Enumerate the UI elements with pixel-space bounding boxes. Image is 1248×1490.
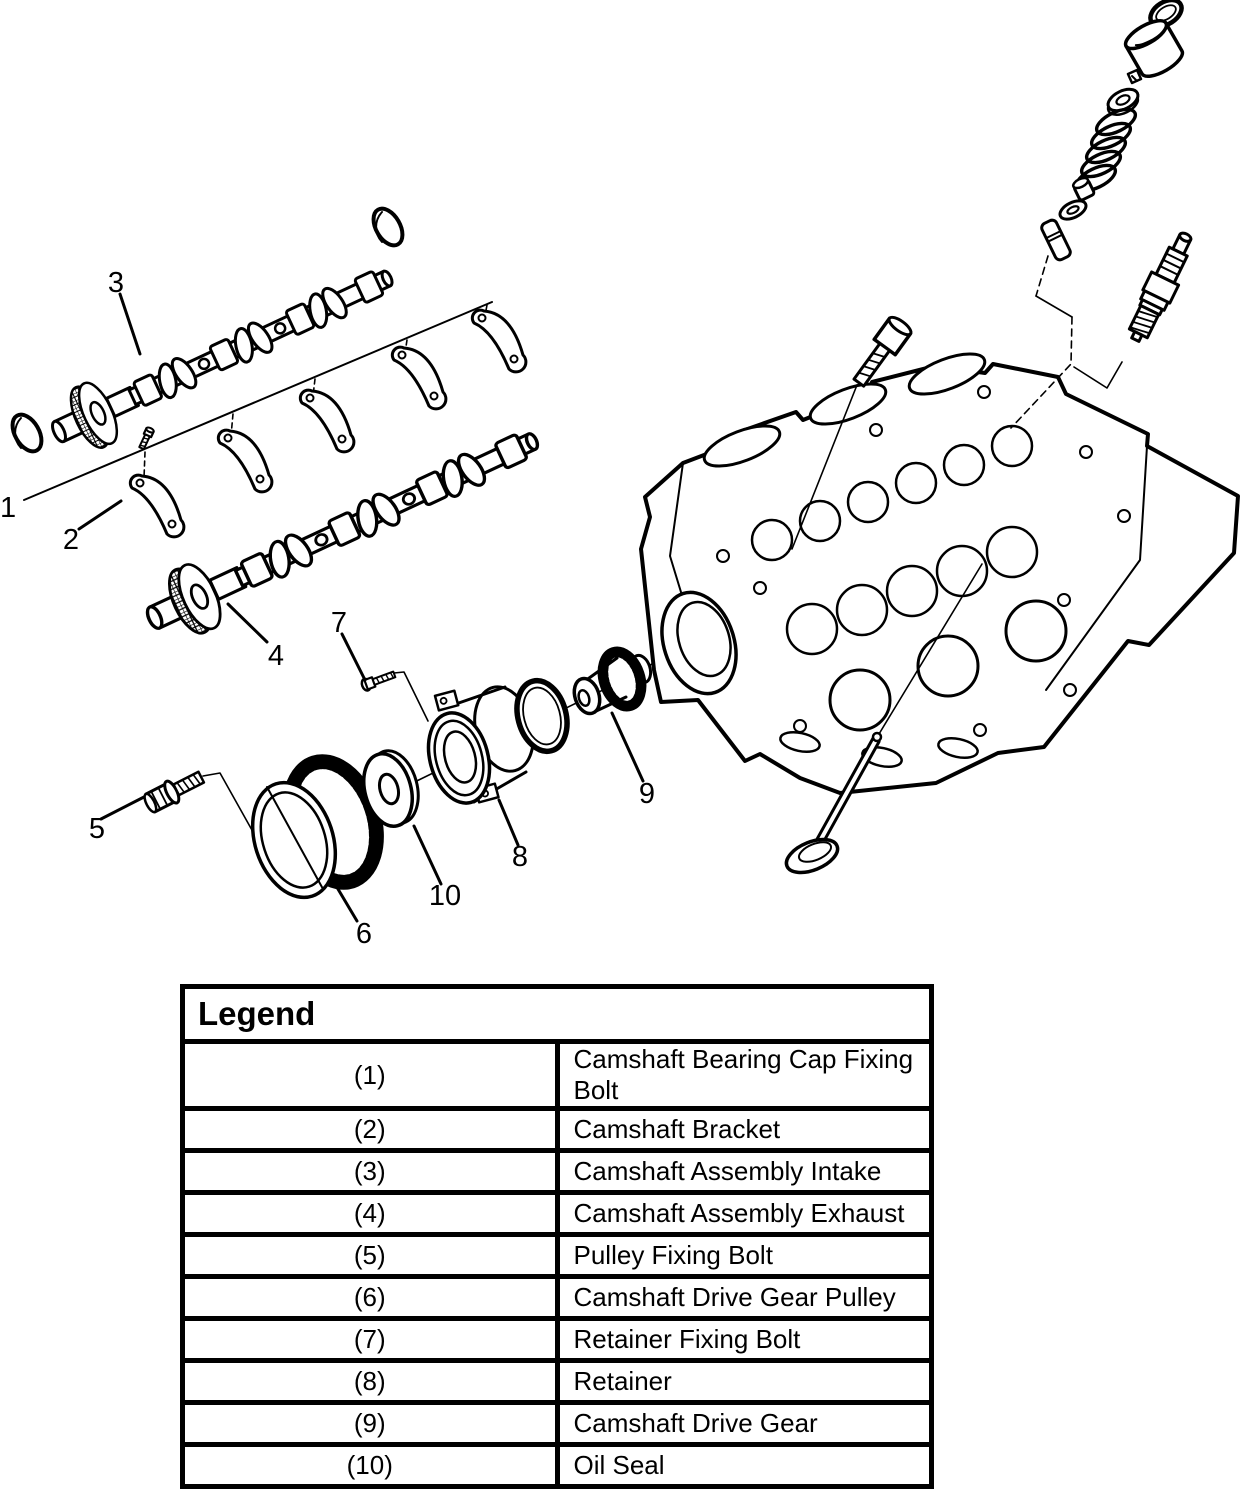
legend-key-2: (2) xyxy=(183,1109,558,1151)
legend-label-8: Retainer xyxy=(557,1361,932,1403)
retainer-fixing-bolt xyxy=(360,669,428,721)
camshaft-brackets xyxy=(130,310,526,537)
leader-8 xyxy=(499,800,518,845)
callout-1: 1 xyxy=(0,492,17,524)
legend-key-10: (10) xyxy=(183,1445,558,1487)
legend-key-1: (1) xyxy=(183,1042,558,1109)
callout-8: 8 xyxy=(511,841,529,873)
valve-lifter-stack xyxy=(1011,0,1186,428)
camshaft-end-cap-left xyxy=(7,410,48,457)
legend-label-1: Camshaft Bearing Cap Fixing Bolt xyxy=(557,1042,932,1109)
valve-keeper xyxy=(1128,70,1141,83)
valve-guide xyxy=(1040,219,1072,262)
callout-2: 2 xyxy=(62,524,80,556)
legend-header: Legend xyxy=(183,987,932,1042)
alignment-lines xyxy=(24,302,697,838)
legend-label-6: Camshaft Drive Gear Pulley xyxy=(557,1277,932,1319)
legend-label-5: Pulley Fixing Bolt xyxy=(557,1235,932,1277)
legend-label-9: Camshaft Drive Gear xyxy=(557,1403,932,1445)
legend-key-4: (4) xyxy=(183,1193,558,1235)
spark-plug xyxy=(1074,227,1200,388)
legend-row-2 xyxy=(183,1109,932,1151)
legend-row-6 xyxy=(183,1277,932,1319)
legend-key-3: (3) xyxy=(183,1151,558,1193)
leader-5 xyxy=(101,797,144,819)
callout-5: 5 xyxy=(88,813,106,845)
legend-row-3 xyxy=(183,1151,932,1193)
callout-3: 3 xyxy=(107,267,125,299)
legend-row-4 xyxy=(183,1193,932,1235)
camshaft-drive-gear xyxy=(570,642,654,717)
leader-7 xyxy=(342,634,365,680)
legend-header-row xyxy=(183,987,932,1042)
legend-label-2: Camshaft Bracket xyxy=(557,1109,932,1151)
legend-label-7: Retainer Fixing Bolt xyxy=(557,1319,932,1361)
legend-key-7: (7) xyxy=(183,1319,558,1361)
legend-label-10: Oil Seal xyxy=(557,1445,932,1487)
legend-key-8: (8) xyxy=(183,1361,558,1403)
legend-label-3: Camshaft Assembly Intake xyxy=(557,1151,932,1193)
valve-stem-seal xyxy=(1072,176,1095,201)
legend-row-8 xyxy=(183,1361,932,1403)
leader-9 xyxy=(612,713,643,781)
legend-key-6: (6) xyxy=(183,1277,558,1319)
cylinder-head xyxy=(641,346,1238,793)
legend-row-7 xyxy=(183,1319,932,1361)
callout-7: 7 xyxy=(330,607,348,639)
callout-6: 6 xyxy=(355,918,373,950)
leader-3 xyxy=(120,294,140,354)
leader-2 xyxy=(79,501,121,529)
spring-seat xyxy=(1057,197,1089,223)
legend-row-10 xyxy=(183,1445,932,1487)
callout-9: 9 xyxy=(638,778,656,810)
camshaft-end-cap-right xyxy=(368,204,409,251)
legend-table xyxy=(180,984,934,1489)
legend-label-4: Camshaft Assembly Exhaust xyxy=(557,1193,932,1235)
leader-10 xyxy=(414,826,441,884)
callout-10: 10 xyxy=(428,880,462,912)
leader-4 xyxy=(228,604,267,642)
legend-key-9: (9) xyxy=(183,1403,558,1445)
legend-key-5: (5) xyxy=(183,1235,558,1277)
legend-row-9 xyxy=(183,1403,932,1445)
callout-4: 4 xyxy=(267,640,285,672)
legend-row-5 xyxy=(183,1235,932,1277)
legend-row-1 xyxy=(183,1042,932,1109)
